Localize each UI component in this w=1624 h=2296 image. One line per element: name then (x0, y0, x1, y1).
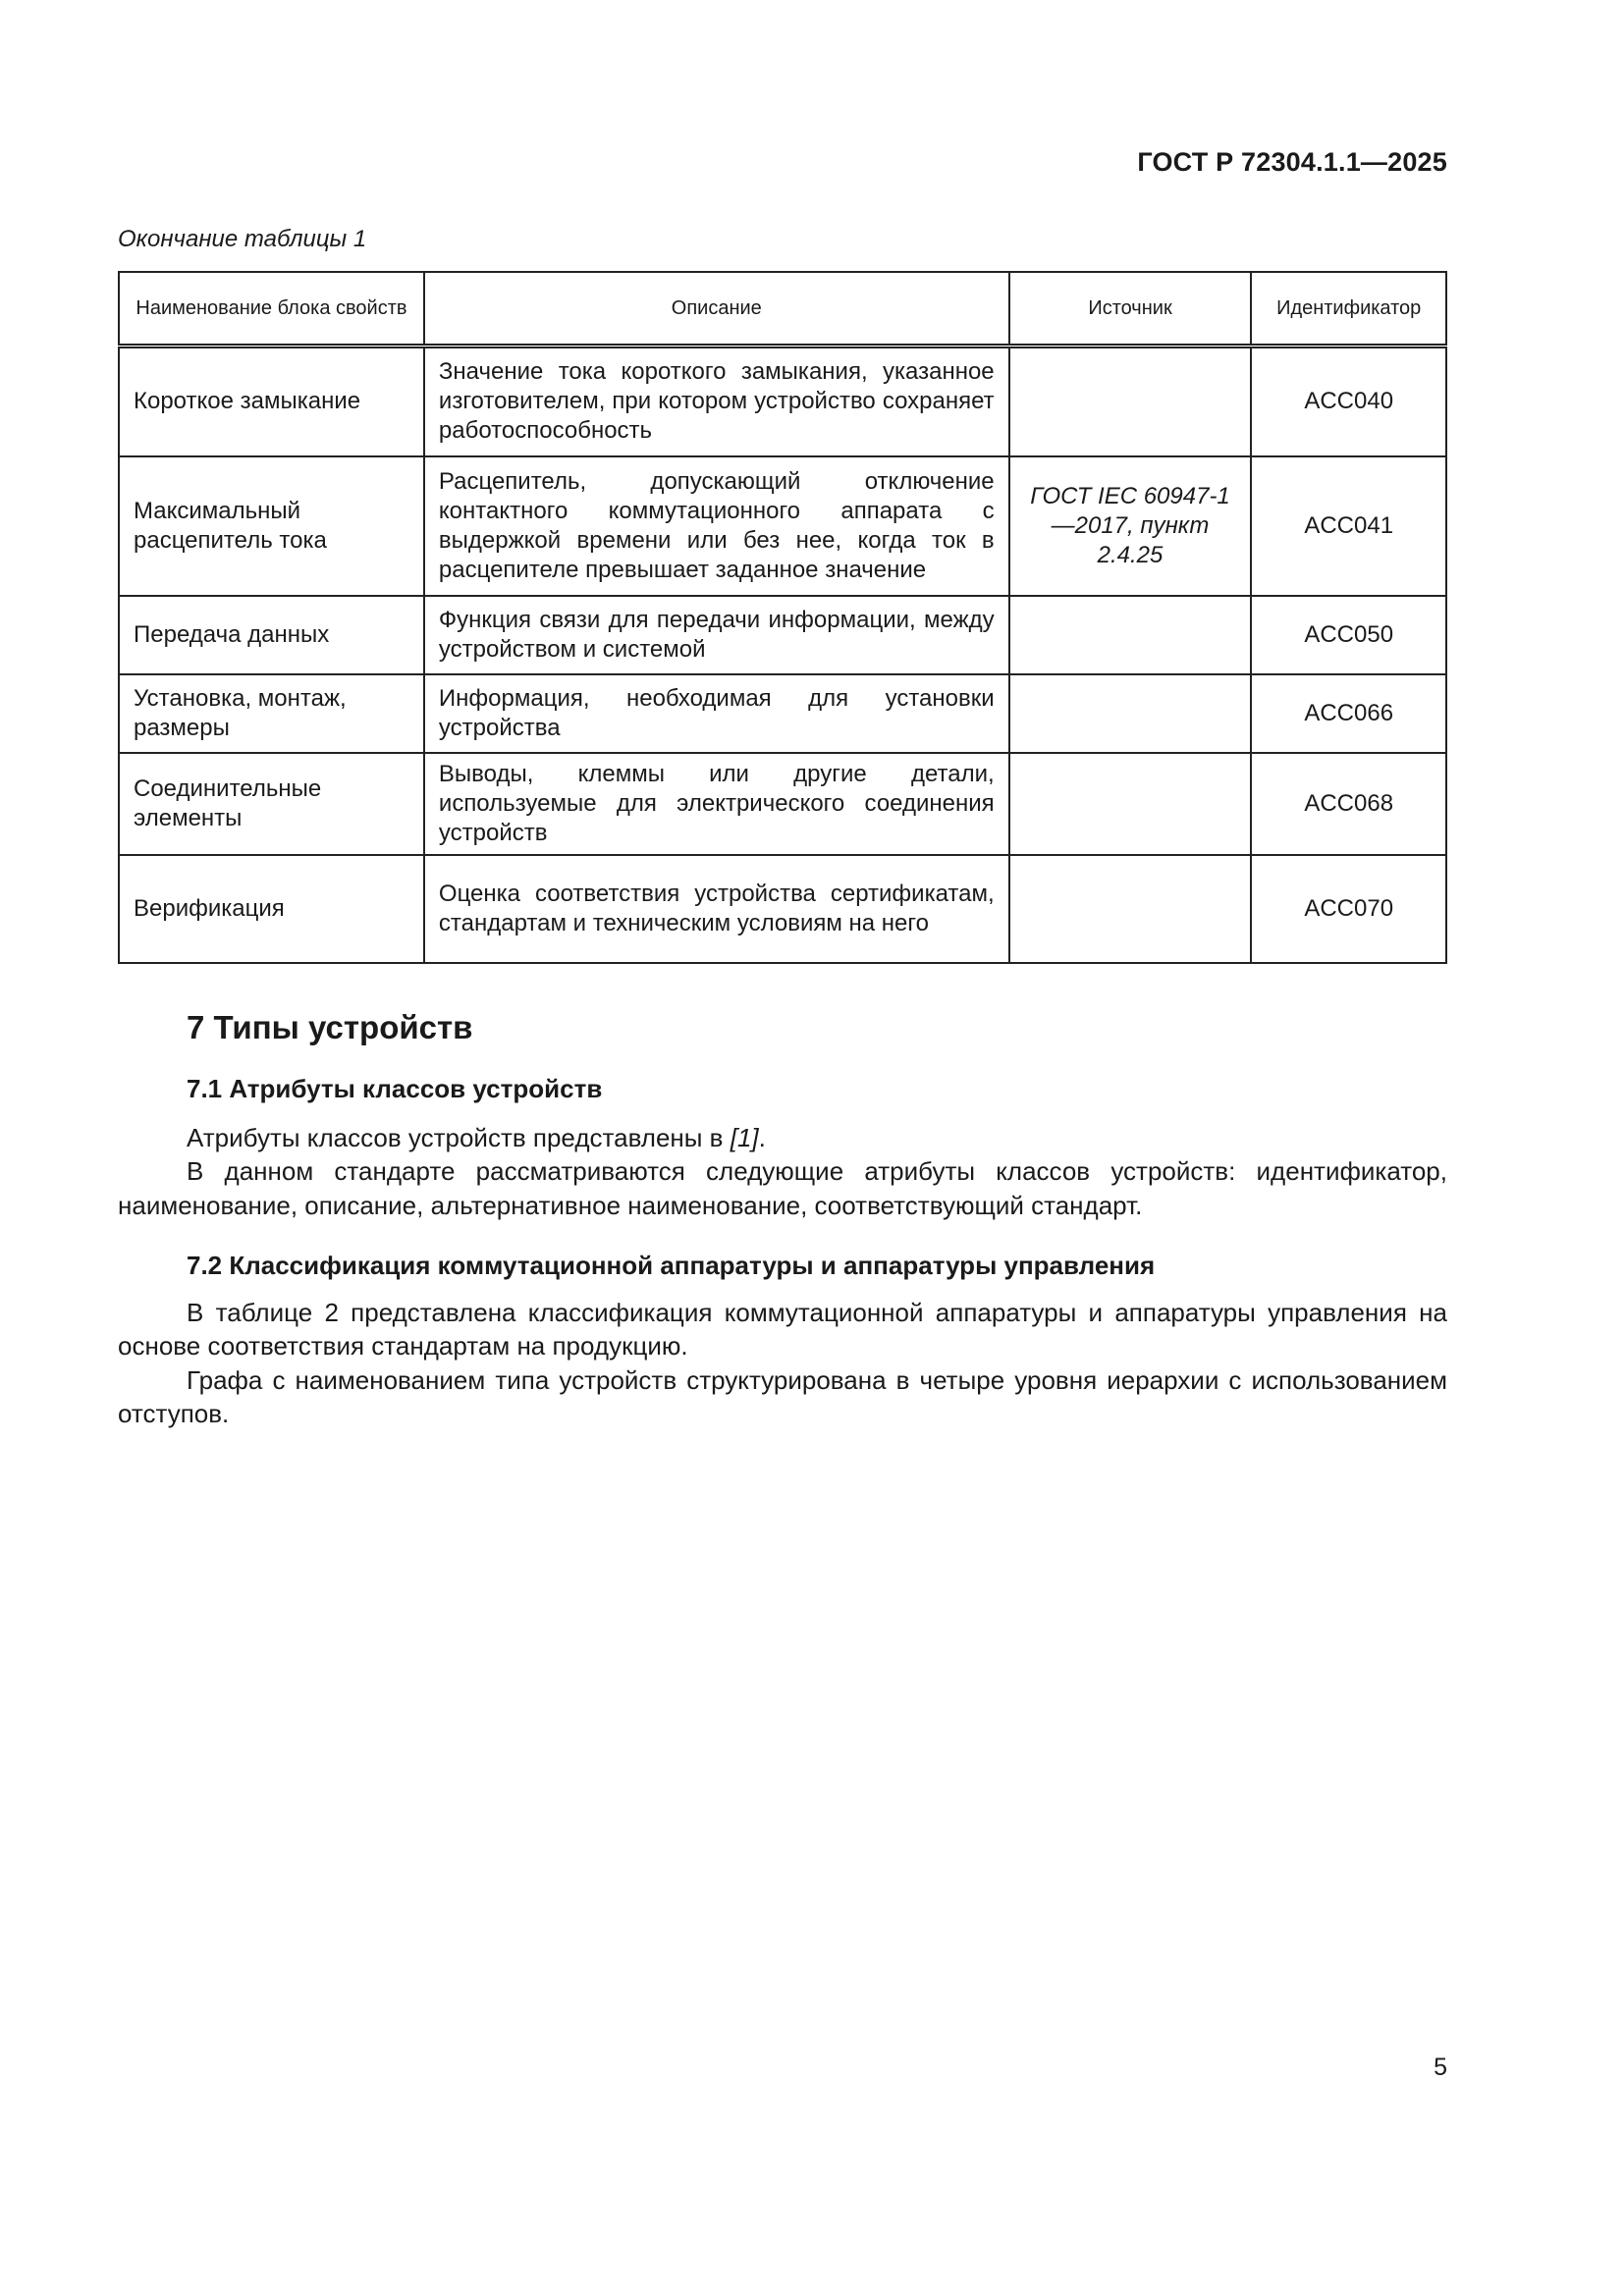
column-header-identifier: Идентификатор (1251, 272, 1446, 347)
column-header-description: Описание (424, 272, 1009, 347)
properties-table (118, 271, 1447, 964)
document-id: ГОСТ Р 72304.1.1—2025 (1137, 147, 1447, 177)
section-7-1-heading: 7.1 Атрибуты классов устройств (187, 1074, 603, 1103)
paragraph-text: Атрибуты классов устройств представлены в (187, 1123, 731, 1152)
row-name: Верификация (119, 855, 424, 963)
row-description: Выводы, клеммы или другие детали, используемые для электрического соединения устройств (424, 753, 1009, 855)
row-description: Расцепитель, допускающий отключение контактного коммутационного аппарата с выдержкой времени или без нее, когда ток в расцепителе превышает заданное значение (424, 456, 1009, 596)
column-header-name: Наименование блока свойств (119, 272, 424, 347)
row-description: Значение тока короткого замыкания, указанное изготовителем, при котором устройство сохраняет работоспособность (424, 347, 1009, 456)
row-name: Максимальный расцепитель тока (119, 456, 424, 596)
table-row (119, 596, 1446, 674)
paragraph: В данном стандарте рассматриваются следующие атрибуты классов устройств: идентификатор, наименование, описание, альтернативное наименование, соответствующий стандарт. (118, 1156, 1447, 1220)
table-row (119, 456, 1446, 596)
row-identifier: ACC066 (1251, 674, 1446, 753)
row-source (1009, 347, 1252, 456)
row-source (1009, 596, 1252, 674)
row-name: Соединительные элементы (119, 753, 424, 855)
row-source: ГОСТ IEC 60947-1—2017, пункт 2.4.25 (1009, 456, 1252, 596)
table-row (119, 855, 1446, 963)
paragraph: Графа с наименованием типа устройств структурирована в четыре уровня иерархии с использованием отступов. (118, 1364, 1447, 1428)
row-name: Установка, монтаж, размеры (119, 674, 424, 753)
row-identifier: ACC070 (1251, 855, 1446, 963)
row-name: Передача данных (119, 596, 424, 674)
table-header-row (119, 272, 1446, 347)
column-header-source: Источник (1009, 272, 1252, 347)
table-row (119, 753, 1446, 855)
section-7-2-body (118, 1296, 1447, 1430)
page-number: 5 (1434, 2054, 1447, 2081)
table-row (119, 347, 1446, 456)
row-name: Короткое замыкание (119, 347, 424, 456)
row-description: Информация, необходимая для установки устройства (424, 674, 1009, 753)
row-description: Оценка соответствия устройства сертификатам, стандартам и техническим условиям на него (424, 855, 1009, 963)
paragraph-end: . (758, 1123, 766, 1152)
row-identifier: ACC068 (1251, 753, 1446, 855)
paragraph: В таблице 2 представлена классификация коммутационной аппаратуры и аппаратуры управления на основе соответствия стандартам на продукцию. (118, 1298, 1447, 1362)
table-row (119, 674, 1446, 753)
paragraph (118, 1121, 1447, 1154)
row-identifier: ACC041 (1251, 456, 1446, 596)
section-7-2-heading: 7.2 Классификация коммутационной аппаратуры и аппаратуры управления (187, 1251, 1156, 1280)
row-identifier: ACC040 (1251, 347, 1446, 456)
table-caption: Окончание таблицы 1 (118, 226, 367, 252)
row-source (1009, 674, 1252, 753)
section-7-heading: 7 Типы устройств (187, 1009, 473, 1045)
row-source (1009, 855, 1252, 963)
bibliography-reference: [1] (730, 1123, 759, 1152)
section-7-1-body (118, 1121, 1447, 1222)
row-description: Функция связи для передачи информации, между устройством и системой (424, 596, 1009, 674)
row-identifier: ACC050 (1251, 596, 1446, 674)
row-source (1009, 753, 1252, 855)
